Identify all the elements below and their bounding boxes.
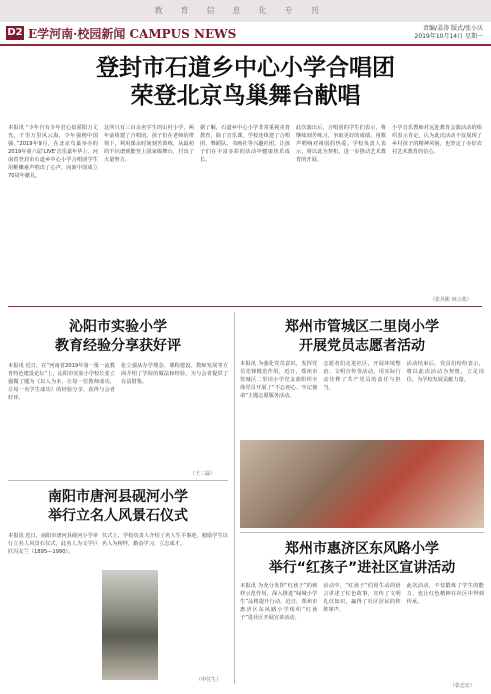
story3-title-line1: 郑州市管城区二里岗小学 (285, 319, 439, 335)
story3-title (240, 318, 484, 356)
story3-photo (240, 440, 484, 528)
story1-title (0, 54, 491, 110)
story5-col2: 活动中，“红孩子”们用生动的语言讲述了红色故事，宣传了文明礼仪知识，赢得了社区居民的阵阵掌声。 (323, 583, 401, 613)
story4-title-line2: 举行立名人风景石仪式 (48, 508, 188, 524)
story1-col5: 小学音乐教师对远赴教育会演活动的组织表示肯定，认为此次活动不仅展现了乡村孩子的精神风貌，也坚定了办好农村艺术教育的信心。 (392, 125, 482, 155)
divider (8, 306, 482, 307)
story4-byline: （申付生） (196, 677, 222, 683)
story1-col4: 此次演出后，合唱团的学生们表示，将继续刻苦练习，争取更好的成绩，用歌声唱响对祖国的热爱。学校负责人表示，将以此为契机，进一步推动艺术教育的开展。 (296, 125, 386, 163)
story2-title-line2: 教育经验分享获好评 (55, 338, 181, 354)
story5-body (240, 582, 484, 682)
story1-col2: 这所只有三百余名学生的山村小学，两年前组建了合唱团。孩子们在老师的带领下，利用课余时间刻苦训练，从最初的不识谱到能登上国家级舞台，付出了大量努力。 (104, 125, 194, 163)
column-divider (234, 312, 235, 684)
story3-col1: 本报讯 为强化党员意识，发挥党员先锋模范作用，近日，郑州市管城区二里岗小学党支部组织全体党员开展了“不忘初心、牢记使命”主题志愿服务活动。 (240, 361, 318, 399)
story1-title-line2: 荣登北京鸟巢舞台献唱 (130, 83, 361, 109)
story1-body (8, 124, 482, 294)
page-header (0, 22, 491, 46)
story4-col2: 仪式上，学校负责人介绍了名人生平事迹，勉励学生以名人为榜样，勤奋学习，立志成才。 (102, 533, 228, 547)
page-number-badge: D2 (7, 27, 23, 38)
story2-col1: 本报讯 近日，在“河南省2019年第一批一流教育特色建设论坛”上，沁阳市实验小学校长张立强做了题为《以人为本，让每一位教师成功，让每一名学生成功》的经验分享，获得与会者好评。 (8, 363, 115, 401)
story4-photo (102, 570, 158, 680)
story2-byline: （王二磊） (190, 471, 216, 477)
page-meta (415, 25, 483, 41)
story5-byline: （张志宏） (450, 683, 476, 689)
story2-title (8, 318, 228, 356)
story3-col2: 志愿者们走进社区，开展环境整治、文明宣传等活动，用实际行动诠释了共产党员的责任与担当。 (323, 361, 401, 391)
story3-body (240, 360, 484, 436)
story5-title-line1: 郑州市惠济区东风路小学 (285, 541, 439, 557)
story2-body (8, 362, 228, 474)
tagline: 教育信息化专刊 (154, 6, 337, 15)
story2-title-line1: 沁阳市实验小学 (69, 319, 167, 335)
story1-col1: 本报讯 “少年自有少年狂心似骄阳万丈光，千里万里风云海，少年强则中国强。”2019年9月，在北京鸟巢举办的2019年第六届‘LIVE’音乐嘉年华上，河南省登封市石道乡中心小学合唱团学生用稚嫩童声唱出了心声，向新中国成立70周年献礼。 (8, 125, 98, 179)
divider (8, 480, 228, 481)
story5-col1: 本报讯 为充分发挥“红孩子”的榜样示范作用，深入推进“绿城小学生”品格提升行动，近日，郑州市惠济区东风路小学组织“红孩子”进社区开展宣讲活动。 (240, 583, 318, 621)
story1-col3: 据了解，石道乡中心小学非常重视美育教育，除了音乐课，学校还组建了合唱团、舞蹈队、书画社等兴趣社团，让孩子们在丰富多彩的活动中健康快乐成长。 (200, 125, 290, 163)
story4-body-right (102, 532, 228, 568)
divider (240, 532, 484, 533)
story4-col1: 本报讯 近日，南阳市唐河县砚河小学举行立名人风景石仪式，此名人为文学巨匠冯友兰（1895—1990）。 (8, 533, 98, 555)
story4-body-left (8, 532, 98, 682)
story2-col2: 张立强从办学理念、课程建设、教师发展等方面介绍了学校的做法和经验，为与会者提供了有益借鉴。 (121, 363, 228, 385)
story3-title-line2: 开展党员志愿者活动 (299, 338, 425, 354)
story5-title-line2: 举行“红孩子”进社区宣讲活动 (268, 560, 456, 576)
story4-title-line1: 南阳市唐河县砚河小学 (48, 489, 188, 505)
story1-title-line1: 登封市石道乡中心小学合唱团 (96, 55, 395, 81)
editor-line: 责编/姜涛 版式/张小庆 (423, 25, 483, 32)
story1-byline: （张丛彬 林言蓝） (430, 297, 472, 303)
story3-col3: 活动结束后，党员们纷纷表示，将以此次活动为契机，立足岗位，为学校发展贡献力量。 (406, 361, 484, 383)
story4-title (8, 488, 228, 526)
date-line: 2019年10月14日 星期一 (414, 33, 483, 40)
story5-col3: 此次活动，不仅锻炼了学生的能力，也让红色精神在社区中得到传承。 (406, 583, 484, 605)
section-title: E学河南·校园新闻 CAMPUS NEWS (28, 27, 237, 41)
story5-title (240, 540, 484, 578)
top-band (0, 0, 491, 22)
